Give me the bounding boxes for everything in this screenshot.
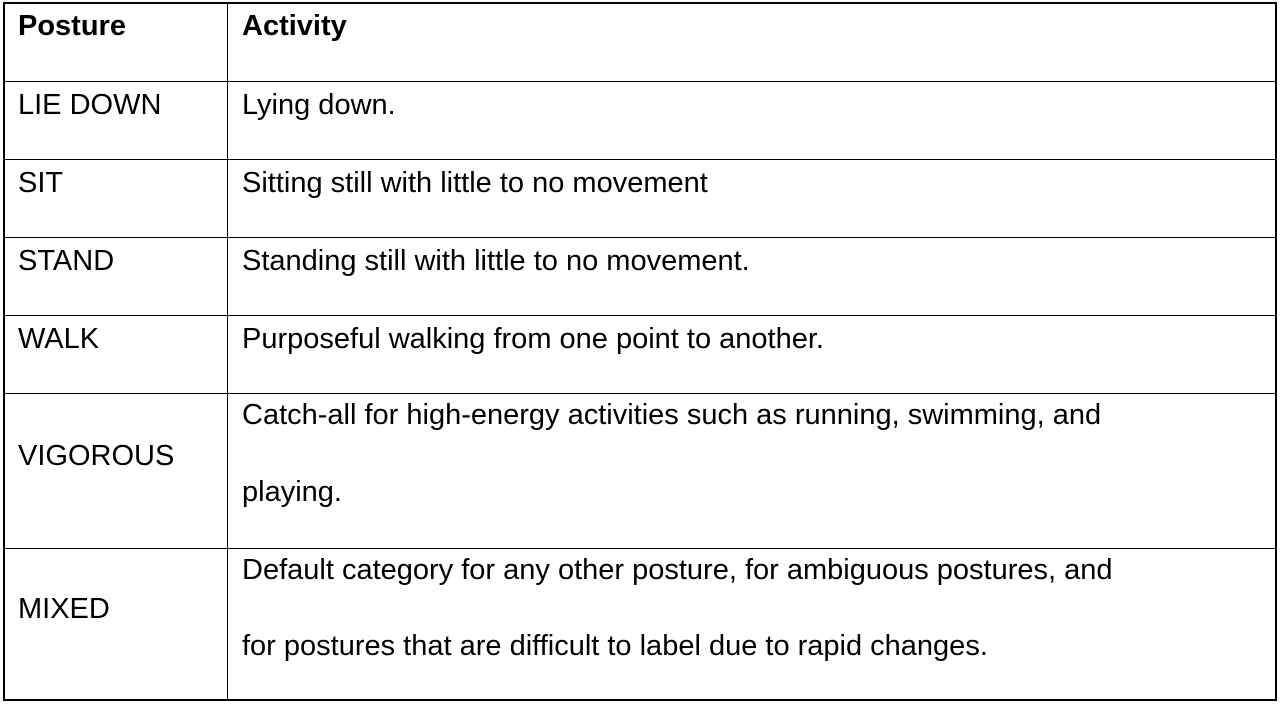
posture-activity-table bbox=[3, 2, 1277, 701]
activity-line-2: playing. bbox=[242, 476, 342, 508]
posture-cell: STAND bbox=[18, 245, 115, 277]
table-row bbox=[5, 238, 1275, 316]
activity-cell: Lying down. bbox=[242, 89, 396, 121]
header-posture: Posture bbox=[18, 10, 126, 42]
posture-cell: MIXED bbox=[18, 593, 110, 625]
table-row bbox=[5, 82, 1275, 160]
table-row bbox=[5, 160, 1275, 238]
activity-line-2: for postures that are difficult to label due to rapid changes. bbox=[242, 630, 988, 662]
table-row bbox=[5, 316, 1275, 394]
posture-cell: LIE DOWN bbox=[18, 89, 162, 121]
activity-line-1: Default category for any other posture, for ambiguous postures, and bbox=[242, 554, 1113, 586]
header-activity: Activity bbox=[242, 10, 347, 42]
posture-cell: SIT bbox=[18, 167, 64, 199]
posture-cell: VIGOROUS bbox=[18, 440, 175, 472]
activity-cell: Standing still with little to no movement. bbox=[242, 245, 750, 277]
table-header-row bbox=[5, 4, 1275, 82]
table-row bbox=[5, 394, 1275, 549]
activity-line-1: Catch-all for high-energy activities such as running, swimming, and bbox=[242, 399, 1102, 431]
activity-cell: Purposeful walking from one point to another. bbox=[242, 323, 824, 355]
table-row bbox=[5, 549, 1275, 699]
activity-cell: Sitting still with little to no movement bbox=[242, 167, 708, 199]
column-divider bbox=[227, 4, 228, 699]
posture-cell: WALK bbox=[18, 323, 100, 355]
